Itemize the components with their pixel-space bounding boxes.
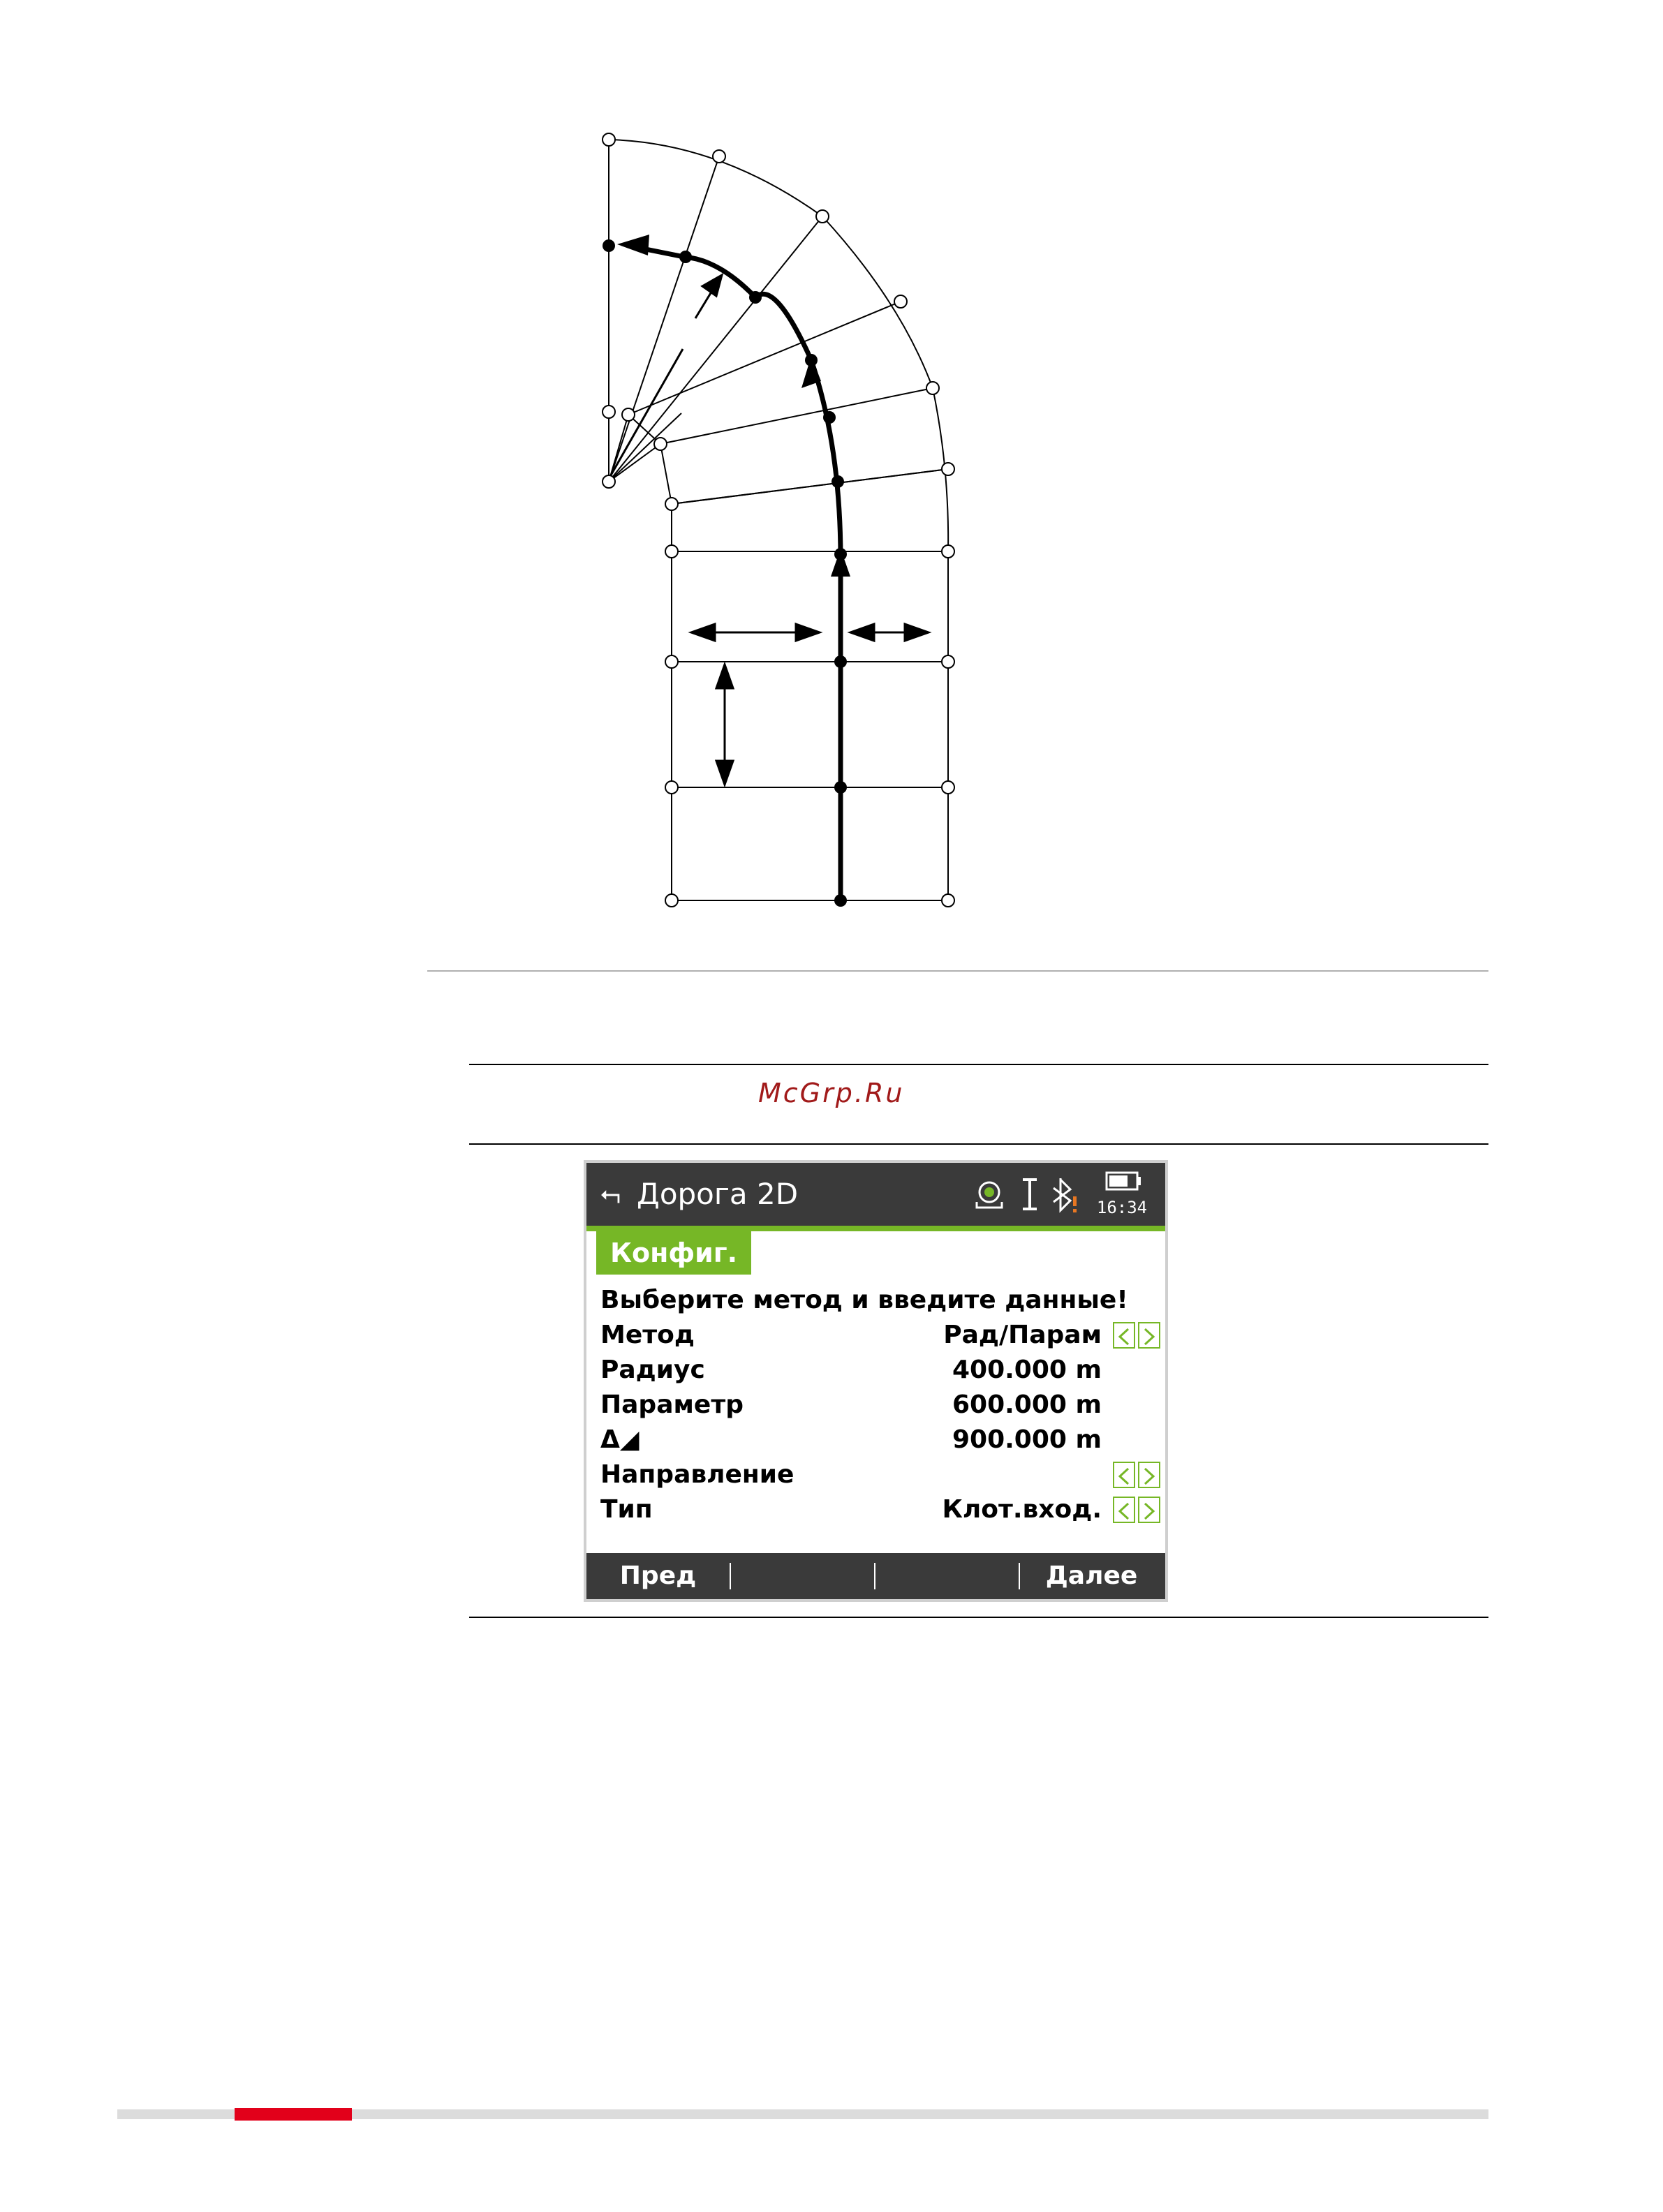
softkey-prev[interactable]: Пред xyxy=(619,1561,697,1590)
softkey-3[interactable] xyxy=(875,1553,1019,1599)
prev-option-button[interactable] xyxy=(1113,1462,1135,1488)
cursor-i-icon xyxy=(1023,1180,1037,1209)
field-label: Метод xyxy=(600,1321,695,1349)
field-radius[interactable] xyxy=(596,1353,1162,1388)
back-arrow-icon[interactable]: ⮢ xyxy=(600,1179,621,1208)
status-icons xyxy=(966,1170,1161,1220)
table-rule-bottom xyxy=(469,1617,1488,1618)
field-direction[interactable] xyxy=(596,1457,1162,1492)
field-value[interactable]: 400.000 m xyxy=(952,1356,1102,1384)
screen-title: Дорога 2D xyxy=(637,1177,799,1211)
dimension-arrows xyxy=(609,275,929,785)
field-label: Параметр xyxy=(600,1390,744,1419)
field-value: Клот.вход. xyxy=(942,1495,1102,1524)
field-label: Δ◢ xyxy=(600,1425,640,1454)
field-label: Направление xyxy=(600,1460,794,1489)
title-bar xyxy=(586,1163,1165,1226)
value-selector[interactable] xyxy=(1113,1322,1162,1350)
value-selector[interactable] xyxy=(1113,1462,1162,1490)
field-value[interactable]: 600.000 m xyxy=(952,1390,1102,1419)
device-screen xyxy=(584,1160,1168,1602)
next-option-button[interactable] xyxy=(1138,1497,1160,1523)
field-parameter[interactable] xyxy=(596,1388,1162,1423)
footer-accent xyxy=(235,2108,352,2121)
field-label: Радиус xyxy=(600,1356,705,1384)
next-option-button[interactable] xyxy=(1138,1462,1160,1488)
softkey-next[interactable]: Далее xyxy=(1045,1561,1138,1590)
softkey-bar xyxy=(586,1553,1165,1599)
softkey-2[interactable] xyxy=(731,1553,874,1599)
chevron-left-icon xyxy=(1120,1329,1128,1344)
prism-target-icon xyxy=(977,1182,1002,1208)
table-rule-middle xyxy=(469,1143,1488,1145)
bluetooth-warning-icon xyxy=(1054,1178,1077,1212)
chevron-left-icon xyxy=(1120,1504,1128,1519)
title-accent-bar xyxy=(586,1226,1165,1231)
watermark: McGrp.Ru xyxy=(758,1078,905,1108)
chevron-left-icon xyxy=(1120,1469,1128,1484)
field-method[interactable] xyxy=(596,1318,1162,1353)
section-divider xyxy=(427,970,1488,972)
instruction-label: Выберите метод и введите данные! xyxy=(600,1286,1128,1314)
road-grid-diagram xyxy=(0,0,1663,935)
clock-time: 16:34 xyxy=(1096,1198,1148,1217)
tab-config[interactable]: Конфиг. xyxy=(596,1231,751,1275)
value-selector[interactable] xyxy=(1113,1497,1162,1524)
centerline-arrowheads xyxy=(617,235,850,577)
prev-option-button[interactable] xyxy=(1113,1322,1135,1349)
field-value: По ЧС xyxy=(1026,1460,1111,1489)
chevron-right-icon xyxy=(1145,1469,1153,1484)
field-delta[interactable] xyxy=(596,1423,1162,1457)
field-type[interactable] xyxy=(596,1492,1162,1527)
field-value[interactable]: 900.000 m xyxy=(952,1425,1102,1454)
centerline xyxy=(628,246,841,900)
instruction-text xyxy=(596,1283,1162,1318)
chevron-right-icon xyxy=(1145,1329,1153,1344)
prev-option-button[interactable] xyxy=(1113,1497,1135,1523)
field-value: Рад/Парам xyxy=(943,1321,1102,1349)
table-rule-top xyxy=(469,1064,1488,1065)
next-option-button[interactable] xyxy=(1138,1322,1160,1349)
field-label: Тип xyxy=(600,1495,653,1524)
chevron-right-icon xyxy=(1145,1504,1153,1519)
battery-icon xyxy=(1107,1173,1141,1189)
